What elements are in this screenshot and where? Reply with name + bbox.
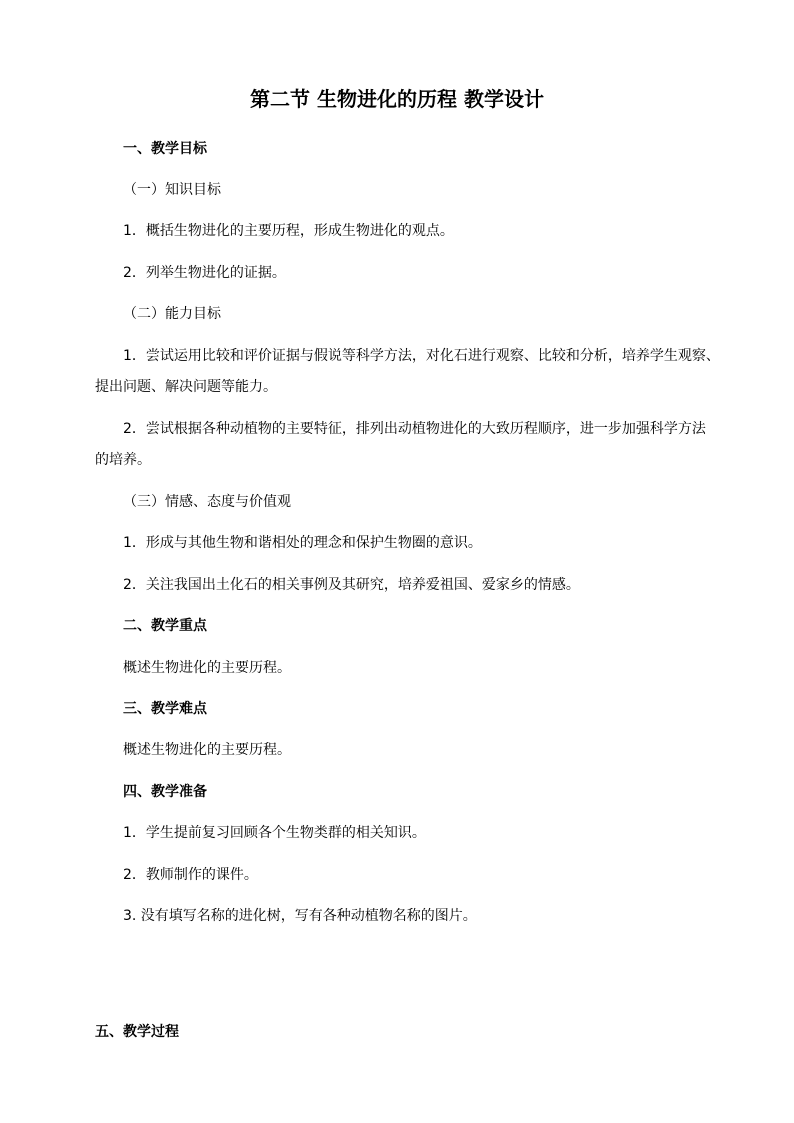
paragraph: 2．尝试根据各种动植物的主要特征，排列出动植物进化的大致历程顺序，进一步加强科学方法 [123, 421, 706, 437]
paragraph: 1．学生提前复习回顾各个生物类群的相关知识。 [123, 825, 426, 841]
paragraph: 概述生物进化的主要历程。 [123, 660, 291, 676]
paragraph: 2．教师制作的课件。 [123, 867, 258, 883]
subheading-values: （三）情感、态度与价值观 [123, 494, 291, 510]
paragraph: 1．尝试运用比较和评价证据与假说等科学方法，对化石进行观察、比较和分析，培养学生观察、 [123, 348, 720, 364]
paragraph: 1．形成与其他生物和谐相处的理念和保护生物圈的意识。 [123, 535, 482, 551]
paragraph-continuation: 提出问题、解决问题等能力。 [95, 379, 277, 395]
section-heading-difficulties: 三、教学难点 [123, 701, 207, 717]
paragraph: 1．概括生物进化的主要历程，形成生物进化的观点。 [123, 223, 454, 239]
subheading-knowledge: （一）知识目标 [123, 182, 221, 198]
paragraph: 2．列举生物进化的证据。 [123, 265, 286, 281]
section-heading-preparation: 四、教学准备 [123, 784, 207, 800]
section-heading-objectives: 一、教学目标 [123, 141, 207, 157]
subheading-ability: （二）能力目标 [123, 306, 221, 322]
paragraph: 概述生物进化的主要历程。 [123, 742, 291, 758]
section-heading-process: 五、教学过程 [95, 1024, 179, 1040]
document-title: 第二节 生物进化的历程 教学设计 [250, 87, 544, 111]
paragraph: 2．关注我国出土化石的相关事例及其研究，培养爱祖国、爱家乡的情感。 [123, 577, 580, 593]
section-heading-key-points: 二、教学重点 [123, 618, 207, 634]
paragraph-continuation: 的培养。 [95, 452, 151, 468]
paragraph: 3. 没有填写名称的进化树，写有各种动植物名称的图片。 [123, 908, 477, 924]
